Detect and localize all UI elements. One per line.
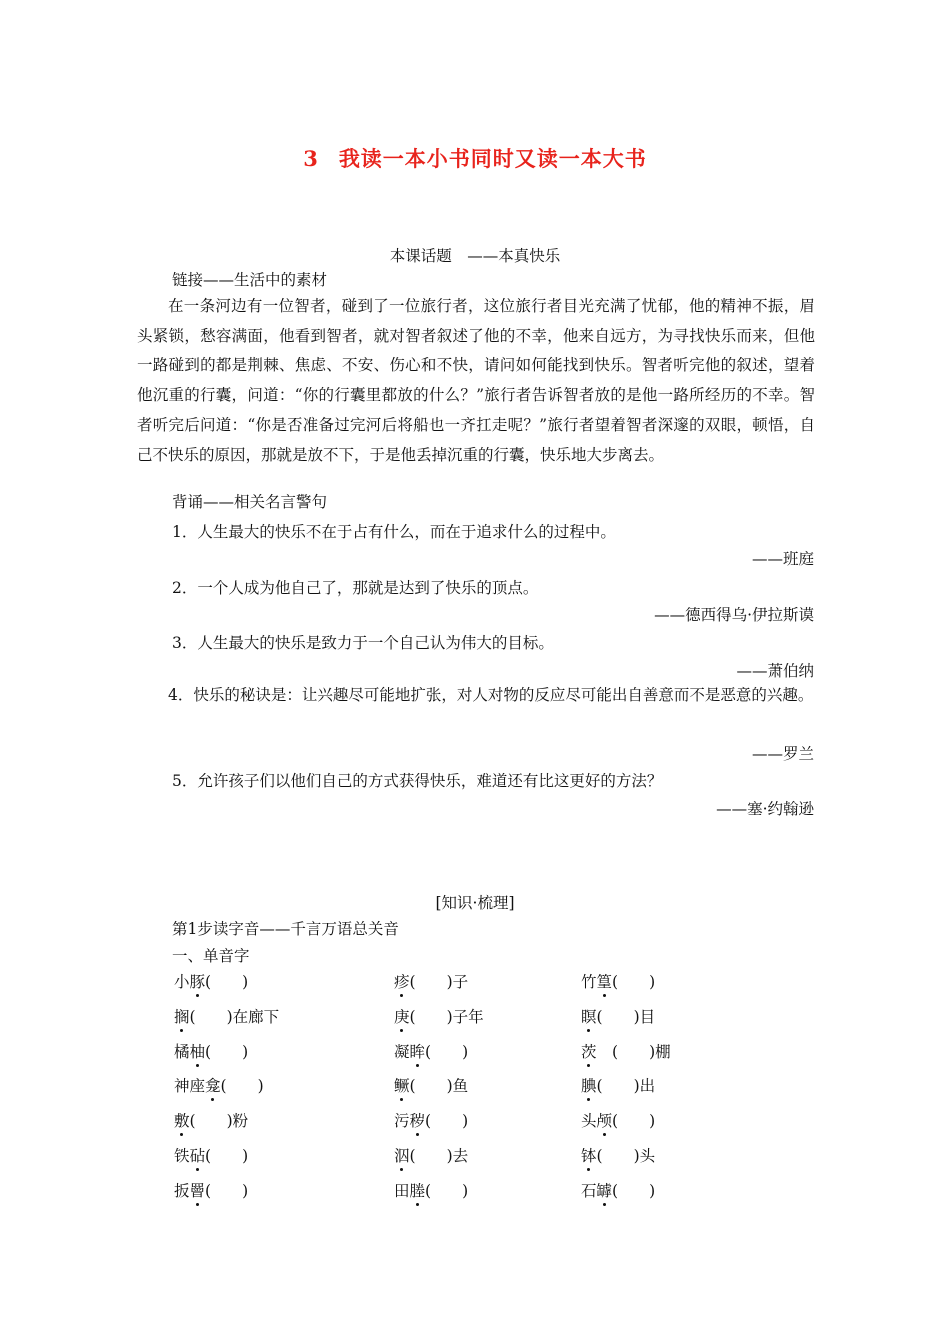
answer-blank[interactable]: ( ) — [425, 1042, 469, 1061]
dotted-char: 罅 — [597, 1179, 613, 1201]
char-item — [394, 1144, 468, 1166]
dotted-char: 秽 — [410, 1109, 426, 1131]
answer-blank[interactable]: ( )出 — [596, 1077, 656, 1096]
dotted-char: 龛 — [205, 1074, 221, 1096]
section-label: [知识·梳理] — [435, 894, 515, 912]
answer-blank[interactable]: ( ) — [205, 1042, 249, 1061]
char-prefix: 小 — [174, 973, 190, 991]
char-item — [581, 1074, 655, 1096]
quote-4-source: ——罗兰 — [751, 745, 814, 763]
answer-blank[interactable]: ( ) — [220, 1077, 264, 1096]
char-row — [174, 1144, 814, 1179]
quote-5-source: ——塞·约翰逊 — [716, 800, 814, 818]
char-row — [174, 1074, 814, 1109]
link-heading: 链接——生活中的素材 — [172, 271, 328, 289]
dotted-char: 颅 — [597, 1109, 613, 1131]
answer-blank[interactable]: ( ) — [205, 1146, 249, 1165]
char-item — [394, 1040, 468, 1062]
char-row — [174, 1109, 814, 1144]
char-item — [174, 1144, 248, 1166]
single-sound-heading: 一、单音字 — [172, 947, 250, 965]
char-item — [394, 1005, 484, 1027]
char-item — [174, 1109, 248, 1131]
char-item — [174, 1040, 248, 1062]
quote-3: 3．人生最大的快乐是致力于一个自己认为伟大的目标。 — [172, 634, 554, 652]
dotted-char: 瞑 — [581, 1005, 597, 1027]
char-item — [174, 1179, 248, 1201]
char-item — [581, 1144, 655, 1166]
lesson-title-text: 我读一本小书同时又读一本大书 — [338, 146, 647, 171]
char-item — [174, 1074, 264, 1096]
answer-blank[interactable]: ( )粉 — [189, 1112, 249, 1131]
char-row — [174, 1005, 814, 1040]
lesson-number: 3 — [303, 146, 319, 171]
dotted-char: 钵 — [581, 1144, 597, 1166]
quote-1-source: ——班庭 — [751, 550, 814, 568]
dotted-char: 篁 — [597, 970, 613, 992]
answer-blank[interactable]: ( )鱼 — [409, 1077, 469, 1096]
quote-1: 1．人生最大的快乐不在于占有什么，而在于追求什么的过程中。 — [172, 523, 616, 541]
answer-blank[interactable]: ( ) — [425, 1181, 469, 1200]
char-item — [394, 1109, 468, 1131]
quote-3-source: ——萧伯纳 — [736, 662, 814, 680]
topic-heading: 本课话题 ——本真快乐 — [389, 247, 561, 265]
quote-5: 5．允许孩子们以他们自己的方式获得快乐，难道还有比这更好的方法？ — [172, 772, 663, 790]
answer-blank[interactable]: ( ) — [612, 973, 656, 991]
dotted-char: 柚 — [190, 1040, 206, 1062]
story-paragraph: 在一条河边有一位智者，碰到了一位旅行者，这位旅行者目光充满了忧郁，他的精神不振，眉头紧锁，愁容满面，他看到智者，就对智者叙述了他的不幸，他来自远方，为寻找快乐而来，但他一路碰到的都是荆棘、焦虑、不安、伤心和不快，请问如何能找到快乐。智者听完他的叙述，望着他沉重的行囊，问道：“你的行囊里都放的什么？”旅行者告诉智者放的是他一路所经历的不幸。智者听完后问道：“你是否准备过完河后将船也一齐扛走呢？”旅行者望着智者深邃的双眼，顿悟，自己不快乐的原因，那就是放不下，于是他丢掉沉重的行囊，快乐地大步离去。 — [137, 297, 815, 464]
char-row — [174, 1179, 814, 1214]
answer-blank[interactable]: ( )子年 — [409, 1007, 484, 1026]
answer-blank[interactable]: ( ) — [205, 973, 249, 991]
dotted-char: 鳜 — [394, 1074, 410, 1096]
dotted-char: 搁 — [174, 1005, 190, 1027]
char-item — [174, 970, 248, 992]
char-item — [581, 1040, 671, 1062]
pronunciation-grid — [174, 970, 814, 1214]
char-item — [581, 1005, 655, 1027]
char-prefix: 铁 — [174, 1146, 190, 1165]
answer-blank[interactable]: ( )去 — [409, 1146, 469, 1165]
dotted-char: 罾 — [190, 1179, 206, 1201]
lesson-title — [0, 143, 950, 173]
char-prefix: 田 — [394, 1181, 410, 1200]
char-row — [174, 1040, 814, 1075]
dotted-char: 腆 — [581, 1074, 597, 1096]
answer-blank[interactable]: ( )子 — [409, 973, 469, 991]
answer-blank[interactable]: ( )棚 — [596, 1042, 671, 1061]
recite-heading: 背诵——相关名言警句 — [172, 493, 328, 511]
dotted-char: 眸 — [410, 1040, 426, 1062]
char-item — [174, 1005, 279, 1027]
answer-blank[interactable]: ( ) — [612, 1112, 656, 1131]
answer-blank[interactable]: ( ) — [612, 1181, 656, 1200]
dotted-char: 敷 — [174, 1109, 190, 1131]
answer-blank[interactable]: ( ) — [205, 1181, 249, 1200]
char-item — [581, 1179, 655, 1201]
char-item — [394, 1074, 468, 1096]
char-prefix: 竹 — [581, 973, 597, 991]
dotted-char: 豚 — [190, 970, 206, 992]
char-prefix: 神座 — [174, 1077, 206, 1096]
answer-blank[interactable]: ( )目 — [596, 1007, 656, 1026]
answer-blank[interactable]: ( )头 — [596, 1146, 656, 1165]
char-prefix: 头 — [581, 1112, 597, 1131]
char-prefix: 污 — [394, 1112, 410, 1131]
dotted-char: 砧 — [190, 1144, 206, 1166]
char-item — [394, 970, 468, 992]
answer-blank[interactable]: ( ) — [425, 1112, 469, 1131]
char-item — [581, 970, 655, 992]
dotted-char: 泅 — [394, 1144, 410, 1166]
dotted-char: 庚 — [394, 1005, 410, 1027]
char-prefix: 石 — [581, 1181, 597, 1200]
char-prefix: 扳 — [174, 1181, 190, 1200]
quote-4: 4．快乐的秘诀是：让兴趣尽可能地扩张，对人对物的反应尽可能出自善意而不是恶意的兴趣。 — [168, 686, 814, 704]
quote-2-source: ——德西得乌·伊拉斯谟 — [654, 606, 814, 624]
dotted-char: 塍 — [410, 1179, 426, 1201]
char-item — [394, 1179, 468, 1201]
quote-2: 2．一个人成为他自己了，那就是达到了快乐的顶点。 — [172, 579, 539, 597]
dotted-char: 疹 — [394, 970, 410, 992]
step1-heading: 第1步读字音——千言万语总关音 — [172, 920, 399, 938]
char-prefix: 橘 — [174, 1042, 190, 1061]
char-row — [174, 970, 814, 1005]
dotted-char: 茨 — [581, 1040, 597, 1062]
char-item — [581, 1109, 655, 1131]
char-prefix: 凝 — [394, 1042, 410, 1061]
answer-blank[interactable]: ( )在廊下 — [189, 1007, 280, 1026]
